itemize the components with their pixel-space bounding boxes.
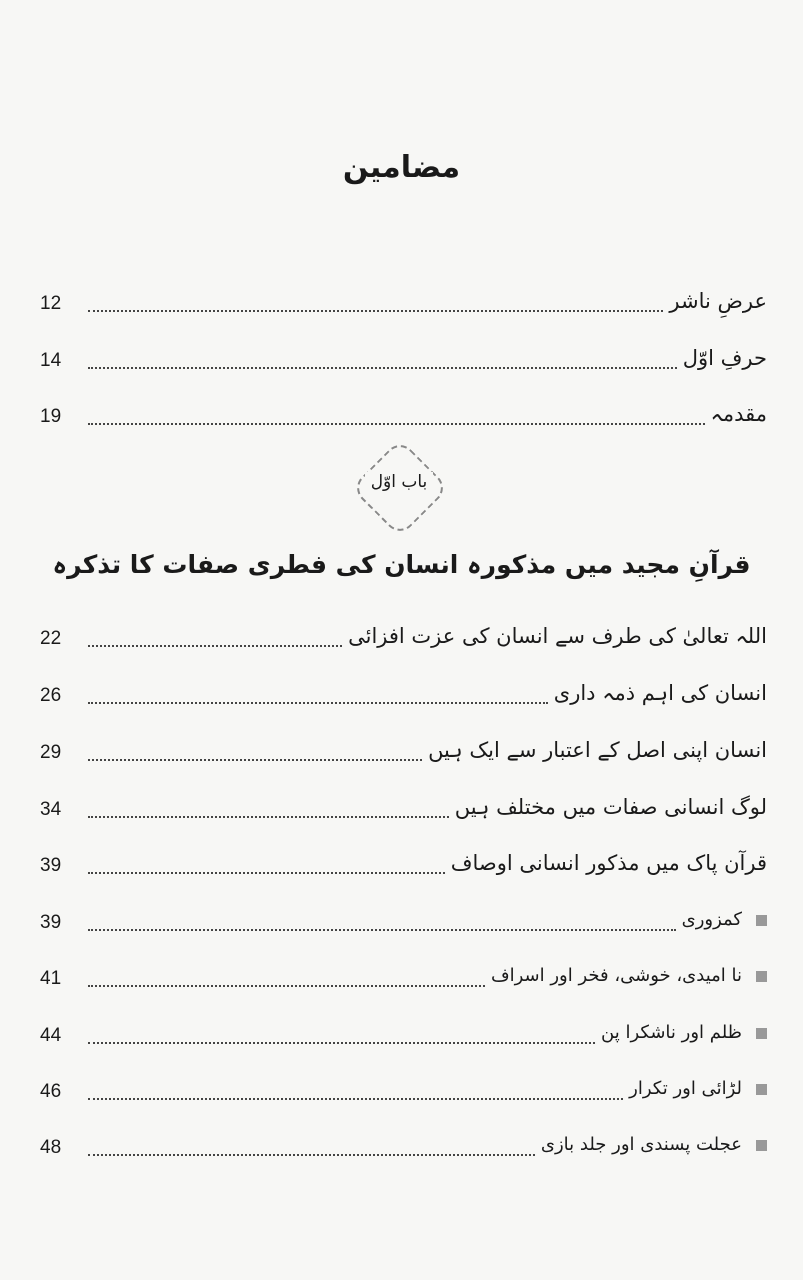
entry-page: 22 — [40, 628, 62, 649]
leader-dots — [88, 929, 676, 931]
entry-page: 26 — [40, 685, 62, 706]
entry-title: قرآن پاک میں مذکور انسانی اوصاف — [450, 851, 767, 875]
leader-dots — [88, 872, 445, 874]
entry-page: 41 — [40, 968, 62, 989]
square-bullet-icon — [756, 915, 767, 926]
leader-dots — [88, 645, 342, 647]
square-bullet-icon — [756, 1028, 767, 1039]
toc-sub-entry — [40, 1014, 767, 1048]
chapter-badge — [357, 445, 441, 529]
leader-dots — [88, 759, 422, 761]
chapter-badge-label: باب اوّل — [365, 472, 433, 492]
entry-title: عجلت پسندی اور جلد بازی — [540, 1134, 742, 1155]
entry-page: 29 — [40, 742, 62, 763]
toc-entry — [40, 339, 767, 373]
leader-dots — [88, 310, 663, 312]
page-title: مضامین — [342, 150, 461, 185]
chapter-title: قرآنِ مجید میں مذکورہ انسان کی فطری صفات کا تذکرہ — [52, 550, 751, 579]
leader-dots — [88, 1154, 535, 1156]
leader-dots — [88, 1098, 623, 1100]
entry-title: انسان کی اہم ذمہ داری — [553, 681, 767, 705]
entry-page: 34 — [40, 799, 62, 820]
toc-entry — [40, 395, 767, 429]
toc-entry — [40, 617, 767, 651]
toc-sub-entry — [40, 1070, 767, 1104]
entry-title: ظلم اور ناشکرا پن — [601, 1022, 742, 1043]
toc-entry — [40, 674, 767, 708]
entry-page: 44 — [40, 1025, 62, 1046]
leader-dots — [88, 702, 548, 704]
entry-page: 46 — [40, 1081, 62, 1102]
entry-page: 12 — [40, 293, 62, 314]
toc-sub-entry — [40, 1126, 767, 1160]
entry-page: 48 — [40, 1137, 62, 1158]
entry-title: عرضِ ناشر — [669, 289, 767, 313]
toc-entry — [40, 788, 767, 822]
entry-page: 39 — [40, 855, 62, 876]
entry-page: 14 — [40, 350, 62, 371]
leader-dots — [88, 367, 677, 369]
square-bullet-icon — [756, 1084, 767, 1095]
toc-entry — [40, 282, 767, 316]
entry-title: اللہ تعالیٰ کی طرف سے انسان کی عزت افزائی — [348, 624, 767, 648]
leader-dots — [88, 985, 485, 987]
entry-title: نا امیدی، خوشی، فخر اور اسراف — [490, 965, 742, 986]
entry-title: کمزوری — [681, 909, 742, 930]
toc-sub-entry — [40, 901, 767, 935]
entry-title: انسان اپنی اصل کے اعتبار سے ایک ہیں — [428, 738, 767, 762]
entry-title: حرفِ اوّل — [682, 346, 767, 370]
entry-title: مقدمہ — [710, 402, 767, 426]
leader-dots — [88, 423, 705, 425]
leader-dots — [88, 1042, 595, 1044]
entry-title: لوگ انسانی صفات میں مختلف ہیں — [454, 795, 767, 819]
square-bullet-icon — [756, 971, 767, 982]
leader-dots — [88, 816, 449, 818]
toc-sub-entry — [40, 957, 767, 991]
square-bullet-icon — [756, 1140, 767, 1151]
entry-page: 19 — [40, 406, 62, 427]
toc-entry — [40, 731, 767, 765]
entry-title: لڑائی اور تکرار — [629, 1078, 742, 1099]
entry-page: 39 — [40, 912, 62, 933]
toc-entry — [40, 844, 767, 878]
